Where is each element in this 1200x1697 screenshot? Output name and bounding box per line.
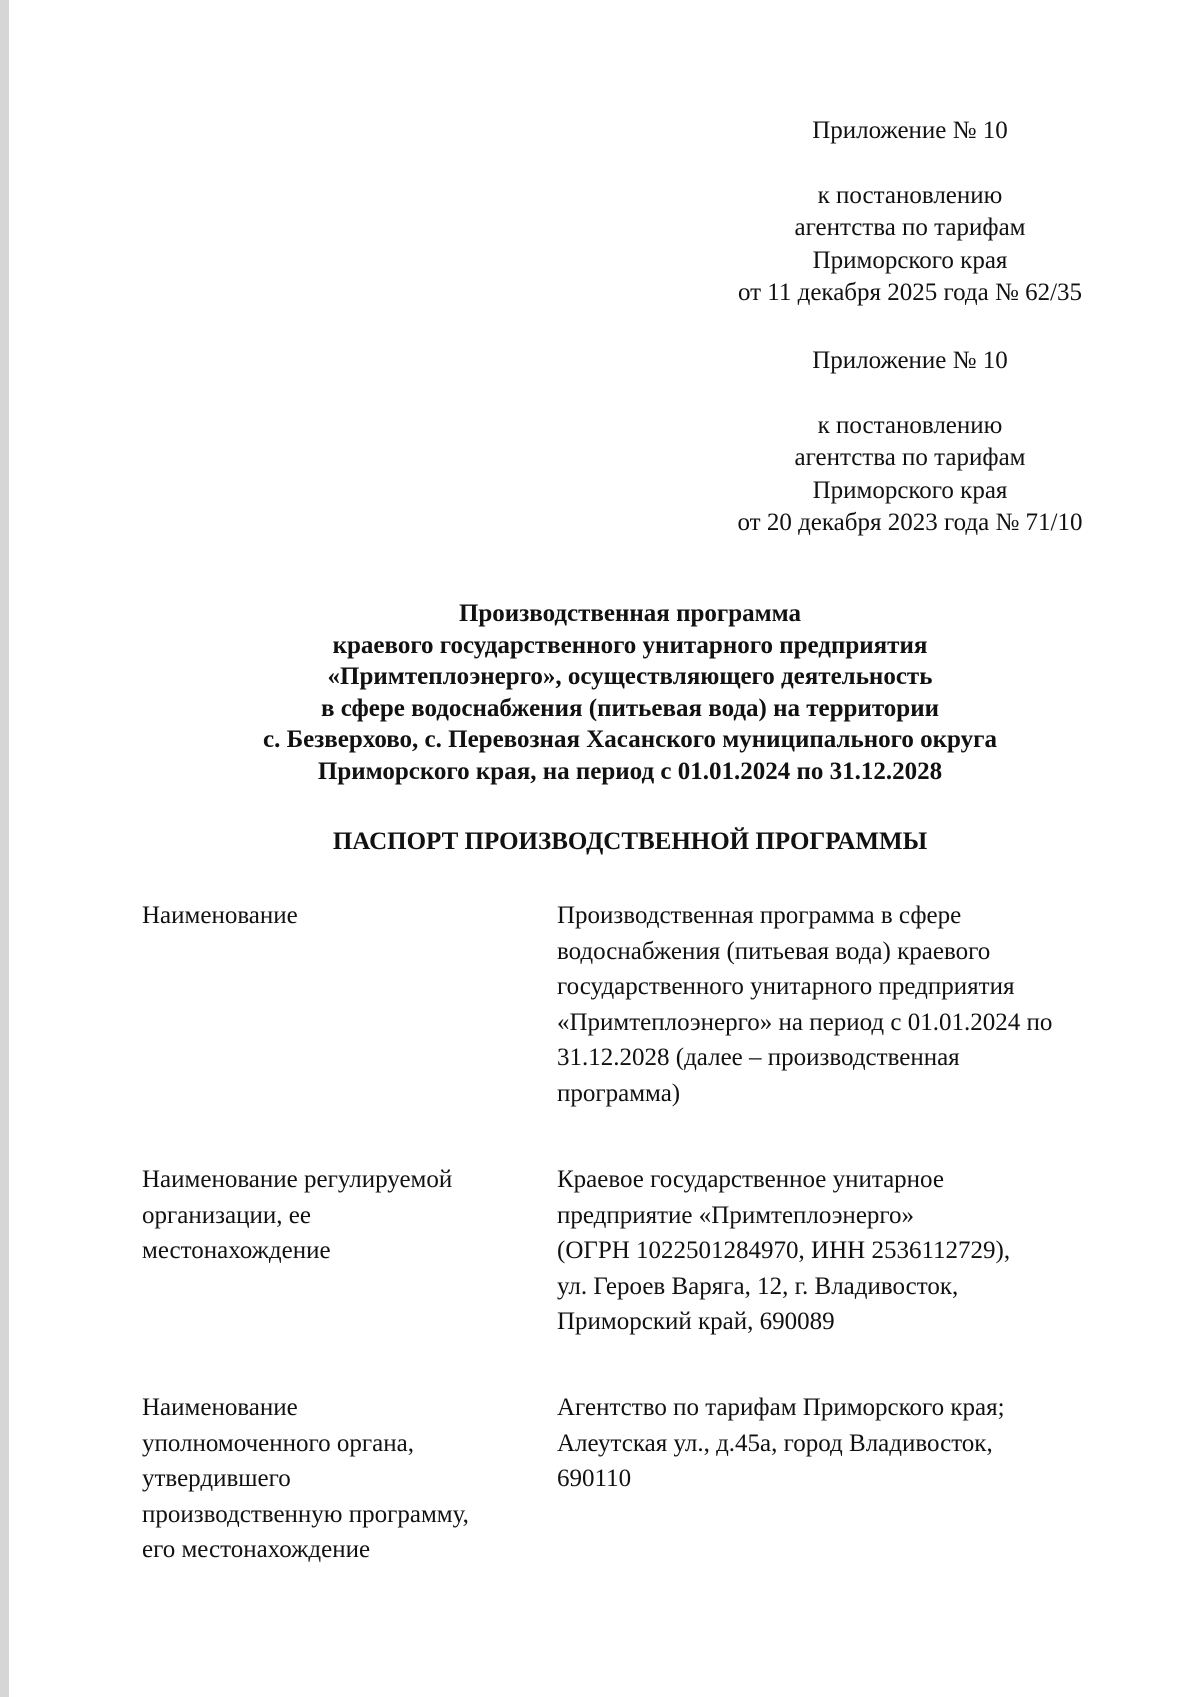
row-label-line: Наименование xyxy=(142,1394,298,1421)
row-value xyxy=(557,1390,1137,1497)
row-value-line: (ОГРН 1022501284970, ИНН 2536112729), xyxy=(557,1237,1011,1264)
approval-line: к постановлению xyxy=(817,181,1003,209)
approval-line: к постановлению xyxy=(817,411,1003,439)
approval-block-original xyxy=(700,345,1120,540)
approval-lines xyxy=(700,410,1120,540)
row-value-line: Агентство по тарифам Приморского края; xyxy=(557,1394,1005,1421)
row-value-line: 690110 xyxy=(557,1465,632,1492)
approval-date-line: от 11 декабря 2025 года № 62/35 xyxy=(737,279,1083,306)
approval-block-current xyxy=(700,115,1120,310)
row-label xyxy=(142,1162,522,1269)
row-label-line: местонахождение xyxy=(142,1237,331,1264)
program-title-line: с. Безверхово, с. Перевозная Хасанского муниципального округа xyxy=(263,726,997,753)
row-label xyxy=(142,898,522,934)
program-title-line: Производственная программа xyxy=(458,600,802,627)
row-value-line: государственного унитарного предприятия xyxy=(557,973,1015,1000)
row-label xyxy=(142,1390,522,1568)
program-title-line: Приморского края, на период с 01.01.2024 по 31.12.2028 xyxy=(317,757,943,785)
approval-line: агентства по тарифам xyxy=(794,444,1026,471)
row-label-line: утвердившего xyxy=(142,1465,291,1492)
appendix-number: Приложение № 10 xyxy=(812,347,1008,374)
row-value-line: предприятие «Примтеплоэнерго» xyxy=(557,1201,915,1229)
row-value-line: программа) xyxy=(557,1079,681,1107)
row-label-line: производственную программу, xyxy=(142,1500,469,1528)
row-value-line: 31.12.2028 (далее – производственная xyxy=(557,1044,960,1071)
row-value xyxy=(557,898,1137,1111)
row-label-line: организации, ее xyxy=(142,1201,311,1229)
row-value-line: Производственная программа в сфере xyxy=(557,902,962,929)
row-label-line: Наименование регулируемой xyxy=(142,1166,453,1193)
row-value-line: «Примтеплоэнерго» на период с 01.01.2024 по xyxy=(557,1008,1053,1036)
passport-heading: ПАСПОРТ ПРОИЗВОДСТВЕННОЙ ПРОГРАММЫ xyxy=(332,828,928,855)
approval-line: Приморского края xyxy=(812,246,1008,274)
approval-line: Приморского края xyxy=(812,476,1008,504)
appendix-number: Приложение № 10 xyxy=(812,117,1008,144)
row-value-line: Краевое государственное унитарное xyxy=(557,1166,944,1193)
row-value xyxy=(557,1162,1137,1340)
program-title-line: «Примтеплоэнерго», осуществляющего деятельность xyxy=(327,663,933,690)
program-title-line: в сфере водоснабжения (питьевая вода) на территории xyxy=(320,694,940,722)
row-value-line: Приморский край, 690089 xyxy=(557,1308,835,1335)
row-value-line: водоснабжения (питьевая вода) краевого xyxy=(557,937,991,965)
row-label-line: уполномоченного органа, xyxy=(142,1429,414,1457)
row-label-line: его местонахождение xyxy=(142,1536,371,1563)
row-value-line: ул. Героев Варяга, 12, г. Владивосток, xyxy=(557,1272,959,1300)
approval-line: агентства по тарифам xyxy=(794,214,1026,241)
approval-date-line: от 20 декабря 2023 года № 71/10 xyxy=(737,509,1083,536)
row-label-line: Наименование xyxy=(142,902,298,929)
approval-lines xyxy=(700,180,1120,310)
program-title xyxy=(130,598,1130,787)
row-value-line: Алеутская ул., д.45а, город Владивосток, xyxy=(557,1429,993,1457)
program-title-line: краевого государственного унитарного предприятия xyxy=(332,631,928,659)
scan-edge xyxy=(0,0,9,1697)
